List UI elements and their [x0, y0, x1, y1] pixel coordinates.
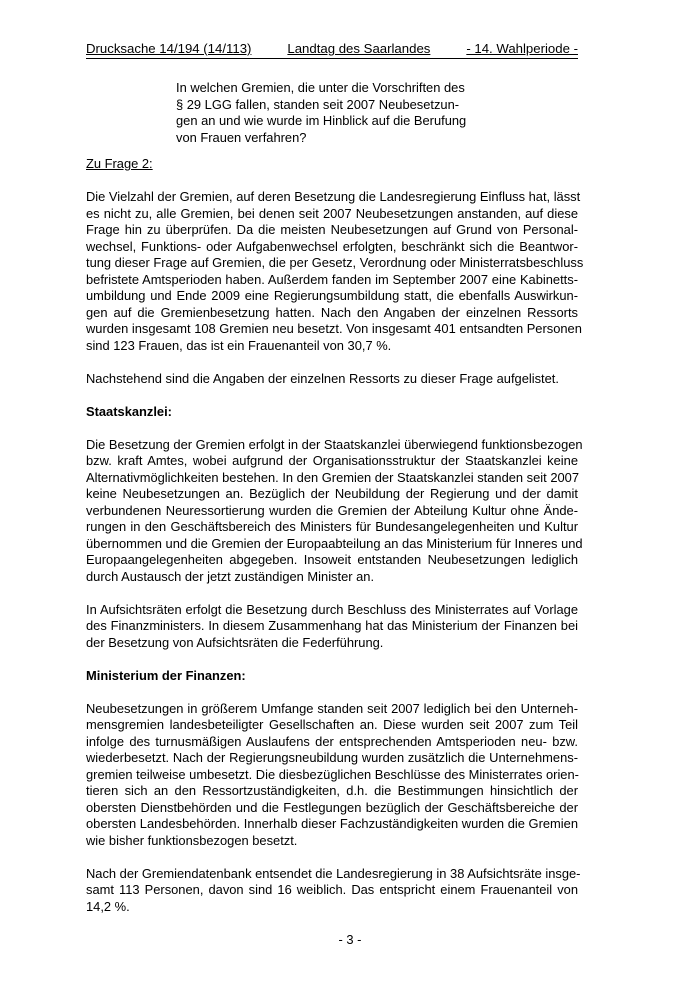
paragraph-line: gremien teilweise umbesetzt. Die diesbezüglichen Beschlüsse des Ministerrates orien- — [86, 766, 579, 782]
paragraph-line: Die Vielzahl der Gremien, auf deren Besetzung die Landesregierung Einfluss hat, lässt — [86, 189, 581, 204]
finanzen-paragraph-2 — [86, 865, 581, 916]
question-line: gen an und wie wurde im Hinblick auf die Berufung — [176, 113, 467, 128]
page-number: - 3 - — [338, 932, 362, 947]
paragraph-line: bzw. kraft Amtes, wobei aufgrund der Organisationsstruktur der Staatskanzlei keine — [86, 453, 578, 468]
paragraph-line: es nicht zu, alle Gremien, bei denen seit 2007 Neubesetzungen anstanden, auf diese — [86, 205, 578, 221]
paragraph-line: rungen in den Geschäftsbereich des Ministers für Bundesangelegenheiten und Kultur — [86, 519, 578, 534]
paragraph-line: infolge des turnusmäßigen Auslaufens der entsprechenden Amtsperioden neu- bzw. — [86, 733, 578, 749]
answer-heading: Zu Frage 2: — [86, 156, 153, 171]
paragraph-line: durch Austausch der jetzt zuständigen Minister an. — [86, 568, 375, 584]
paragraph-line: Frage hin zu überprüfen. Da die meisten Neubesetzungen auf Grund von Personal- — [86, 222, 578, 237]
listing-intro: Nachstehend sind die Angaben der einzelnen Ressorts zu dieser Frage aufgelistet. — [86, 370, 559, 386]
finanzen-heading: Ministerium der Finanzen: — [86, 667, 246, 683]
question-block — [176, 80, 472, 146]
question-line: § 29 LGG fallen, standen seit 2007 Neubesetzun- — [176, 96, 460, 112]
paragraph-line: des Finanzministers. In diesem Zusammenhang hat das Ministerium der Finanzen bei — [86, 618, 578, 633]
paragraph-line: wiederbesetzt. Nach der Regierungsneubildung wurden zusätzlich die Unternehmens- — [86, 750, 578, 765]
answer-body — [86, 156, 584, 915]
paragraph-line: tung dieser Frage auf Gremien, die per Gesetz, Verordnung oder Ministerratsbeschluss — [86, 255, 584, 270]
paragraph-line: Die Besetzung der Gremien erfolgt in der Staatskanzlei überwiegend funktionsbezogen — [86, 436, 583, 452]
paragraph-line: keine Neubesetzungen an. Bezüglich der Neubildung der Regierung und der damit — [86, 486, 578, 501]
paragraph-line: In Aufsichtsräten erfolgt die Besetzung durch Beschluss des Ministerrates auf Vorlage — [86, 601, 578, 617]
page-header — [86, 40, 578, 59]
staatskanzlei-heading: Staatskanzlei: — [86, 403, 172, 419]
paragraph-line: sind 123 Frauen, das ist ein Frauenanteil von 30,7 %. — [86, 337, 392, 353]
question-line: In welchen Gremien, die unter die Vorschriften des — [176, 80, 465, 95]
paragraph-line: Alternativmöglichkeiten bestehen. In den Gremien der Staatskanzlei standen seit 2007 — [86, 469, 580, 485]
paragraph-line: obersten Dienstbehörden und die Festlegungen bezüglich der Geschäftsbereiche der — [86, 799, 578, 815]
paragraph-line: samt 113 Personen, davon sind 16 weiblich. Das entspricht einem Frauenanteil von — [86, 882, 578, 897]
paragraph-line: wechsel, Funktions- oder Aufgabenwechsel erfolgten, beschränkt sich die Beantwor- — [86, 238, 578, 254]
paragraph-line: übernommen und die Gremien der Europaabteilung an das Ministerium für Inneres und — [86, 535, 583, 551]
finanzen-paragraph-1 — [86, 701, 578, 850]
paragraph-line: Europaangelegenheiten abgegeben. Insoweit entstanden Neubesetzungen lediglich — [86, 552, 578, 567]
paragraph-line: gen auf die Gremienbesetzung hatten. Nach den Angaben der einzelnen Ressorts — [86, 304, 578, 320]
paragraph-line: der Besetzung von Aufsichtsräten die Federführung. — [86, 634, 384, 650]
paragraph-line: 14,2 %. — [86, 898, 130, 914]
paragraph-line: mensgremien landesbeteiligter Gesellschaften an. Diese wurden seit 2007 zum Teil — [86, 717, 578, 732]
paragraph-line: obersten Landesbehörden. Innerhalb dieser Fachzuständigkeiten wurden die Gremien — [86, 816, 578, 831]
paragraph-line: verbundenen Neuressortierung wurden die Gremien der Abteilung Kultur ohne Ände- — [86, 502, 578, 518]
paragraph-line: umbildung und Ende 2009 eine Regierungsumbildung statt, die ebenfalls Auswirkun- — [86, 288, 578, 303]
answer-intro-paragraph — [86, 189, 584, 354]
staatskanzlei-paragraph-1 — [86, 436, 583, 586]
doc-ref: Drucksache 14/194 (14/113) — [86, 41, 252, 56]
parliament-name: Landtag des Saarlandes — [287, 41, 431, 56]
question-line: von Frauen verfahren? — [176, 129, 307, 145]
staatskanzlei-paragraph-2 — [86, 602, 578, 652]
paragraph-line: Neubesetzungen in größerem Umfange standen seit 2007 lediglich bei den Unterneh- — [86, 700, 578, 716]
legislative-period: - 14. Wahlperiode - — [466, 41, 578, 56]
paragraph-line: wie bisher funktionsbezogen besetzt. — [86, 832, 298, 848]
paragraph-line: tieren sich an den Ressortzuständigkeiten, d.h. die Bestimmungen hinsichtlich der — [86, 783, 578, 798]
paragraph-line: Nach der Gremiendatenbank entsendet die Landesregierung in 38 Aufsichtsräte insge- — [86, 865, 581, 881]
paragraph-line: befristete Amtsperioden haben. Außerdem fanden im September 2007 eine Kabinetts- — [86, 271, 578, 287]
paragraph-line: wurden insgesamt 108 Gremien neu besetzt. Von insgesamt 401 entsandten Personen — [86, 321, 582, 336]
